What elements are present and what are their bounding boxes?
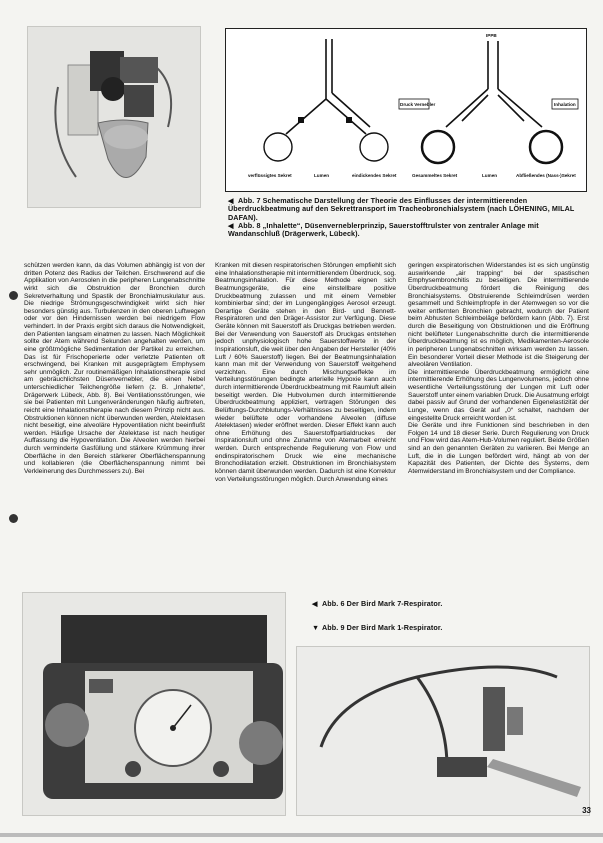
triangle-down-icon: ▼ [312,623,320,632]
caption-fig7-text: Abb. 7 Schematische Darstellung der Theorie des Einflusses der intermittierenden Überdruckbeatmung auf den Sekrettransport im Tracheobronchialsystem (nach LÖHENING, MILAL DAFAN). [228,196,575,222]
bird-mark7-photo [22,592,286,816]
triangle-left-icon: ◀ [228,196,234,205]
column-3-paragraph-2: Die intermittierende Überdruckbeatmung ermöglicht eine intermittierende Erhöhung des Lungenvolumens, jedoch ohne wesentliche Verteilungsstörung der Lungen mit Luft oder Sauerstoff unter einem variablen Druck. Die Ausatmung erfolgt dabei passiv auf Grund der vorhandenen Eigenelastizität der Lunge, wenn das Gerät auf „0“ schaltet, nachdem der eingestellte Druck erreicht worden ist. [408,368,589,422]
caption-fig6-text: Abb. 6 Der Bird Mark 7-Respirator. [322,599,443,608]
diagram-left-label-2: Lumen [314,173,330,178]
inhalette-photo [27,26,201,208]
diagram-left-label-1: verflüssigtes Sekret [248,173,292,178]
diagram-right-label-1: Gesammeltes Sekret [412,173,458,178]
column-2-text: Kranken mit diesen respiratorischen Störungen empfiehlt sich eine Inhalationstherapie mit intermittierendem Überdruck, sog. Beatmungsinhalation. Für diese Methode eignen sich Beatmungsgeräte, die eine einstellbare positive Druckbeatmung zulassen und mit einem Vernebler kombinierbar sind; der im Lungengängiges Aerosol erzeugt. Derartige Geräte stehen in den Bird- und Bennett-Respiratoren und den Dräger-Assistor zur Verfügung. Diese Geräte können mit Sauerstoff als Druckgas betrieben werden. Bei der Verwendung von Sauerstoff als Druckgas entstehen jedoch unphysiologisch hohe Sauerstoffwerte in der Inspirationsluft, die weit über den Angaben der Hersteller (40% Luft / 60% Sauerstoff) liegen. Bei der Beatmungsinhalation kann man mit der Verwendung von Sauerstoff weitgehend verzichten. Eine durch Mischungseffekte im Verteilungsstörungen bedingte arterielle Hypoxie kann auch durch intermittierende Überdruckbeatmung mit Raumluft allein beseitigt werden. Die Hubvolumen durch intermittierende Überdruckbeatmung appliziert, vertragen Störungen des Belüftungs-Durchblutungs-Verhältnisses zu beseitigen, indem wieder belüftete oder vorhandene Alveolen (diffuse Atelektasen) wieder eröffnet werden. Dieser Effekt kann auch ohne Erhöhung des Sauerstoffpartialdruckes der Inspirationsluft und ohne Zunahme von Atemarbeit erreicht werden. Durch entsprechende Regulierung von Flow und endinspiratorischem Druck wie eine mechanische Bronchodilatation erzielt. Obstruktionen im Bronchialsystem können damit überwunden werden. Dadurch ist eine Korrektur von Verteilungsstörungen möglich. Durch Anwendung eines [215,262,396,483]
text-column-2 [215,262,396,584]
caption-fig7 [228,197,588,222]
bird-mark1-photo [296,646,590,816]
caption-fig6 [312,600,592,608]
bird-mark7-illustration [23,593,285,815]
triangle-left-icon: ◀ [312,599,318,608]
diagram-box-right-label: Inhalation [554,102,576,107]
diagram-top-label: IPPB [486,33,497,38]
caption-fig9-text: Abb. 9 Der Bird Mark 1-Respirator. [322,623,443,632]
caption-fig9 [312,624,592,632]
inhalette-illustration [28,27,200,207]
bird-mark1-illustration [297,647,589,815]
page-number: 33 [582,806,591,815]
diagram-right-label-2: Lumen [482,173,498,178]
text-column-3 [408,262,589,584]
caption-fig8 [228,222,588,239]
column-3-paragraph-3: Die Geräte und ihre Funktionen sind beschrieben in den Folgen 14 und 18 dieser Serie. Durch Regulierung von Druck und Flow wird das Atem-Hub-Volumen reguliert. Beide Größen sind an den genannten Geräten zu variieren. Bei Menge an Luft, die in die Lungen befördert wird, hängt ab von der Kapazität des Patienten, der Dichte des Systems, dem Atemwiderstand im Bronchialsystem und der Compliance. [408,422,589,475]
triangle-left-icon: ◀ [228,221,234,230]
column-1-text: schützen werden kann, da das Volumen abhängig ist von der dritten Potenz des Radius der Teilchen. Erschwerend auf die Applikation von Aerosolen in die peripheren Lungenabschnitte wirkt sich die Obstruktion der Bronchien durch Sekretverhaltung und Spastik der Bronchialmuskulatur aus. Die niedrige Strömungsgeschwindigkeit wirkt sich hier besonders günstig aus. Turbulenzen in den oberen Luftwegen oder vor den Hindernissen werden bei niedrigem Flow verhindert. In der Praxis ergibt sich daraus die Notwendigkeit, den Patienten langsam einatmen zu lassen. Nach Möglichkeit sollte der Atem während Sekunden angehalten werden, um eine größtmögliche Sedimentation der Partikel zu erreichen. Das ist für Frischoperierte oder verletzte Patienten oft erschwingend, bei Kranken mit ausgeprägtem Emphysem sehr unmöglich. Zur routinemäßigen Inhalationstherapie sind am gebräuchlichsten Düsenvernebler, die einen Nebel unterschiedlicher Teilchengröße liefern (z. B. „Inhalette“, Drägerwerk Lübeck, Abb. 8). Bei Ventilationsstörungen, wie sie bei Patienten mit Lungenveränderungen häufig auftreten, reicht eine Inhalationstherapie nach diesem Prinzip nicht aus. Obstruktionen können nicht überwunden werden, Atelektasen nicht beseitigt, eine alveoläre Hypoventilation nicht beeinflußt werden. Häufige Ursache der Atelektase ist nach heutiger Auffassung die Hypoventilation. Die Alveolen werden hierbei durch verminderte Gasfüllung und stärkere Krümmung ihrer Oberfläche in den Bereich stärkerer Oberflächenspannung und kollabieren (die Oberflächenspannung nimmt bei Verkleinerung des Durchmessers zu). Bei [24,262,205,475]
diagram-left-label-3: eindickendes Sekret [352,173,397,178]
bullet-marker [9,514,18,523]
diagram-box-left-label: Druck Vernebler [400,102,436,107]
bullet-marker [9,291,18,300]
sputum-transport-diagram [225,28,587,192]
diagram-graphic [226,29,586,191]
diagram-right-label-3: Abfließendes (Nass-)Sekret [516,173,576,178]
caption-fig8-text: Abb. 8 „Inhalette“, Düsenverneblerprinzip, Sauerstofftrulster von zentraler Anlage mit Wandanschluß (Drägerwerk, Lübeck). [228,221,539,239]
text-column-1 [24,262,205,584]
page-bottom-edge [0,833,603,837]
column-3-paragraph-1: geringen exspiratorischen Widerstandes ist es sich ungünstig auswirkende „air trapping“ bei der spastischen Emphysembronchitis zu beseitigen. Die intermittierende Überdruckbeatmung fördert die Reinigung des Bronchialsystems. Obstruierende Schleimdrüsen werden gesammelt und Schleimpfropfe in der Atemwegen so vor die weiter entfernten Bronchien gebracht, wodurch der Patient beim Abhusten Schleimbeläge befördern kann (Abb. 7). Erst durch die Beseitigung von Obstruktionen und die Eröffnung nicht belüfteter Lungenabschnitte durch die intermittierende Überdruckbeatmung ist es möglich, Medikamenten-Aerosole in peripheren Lungenabschnitten wirksam werden zu lassen. Ein besonderer Vorteil dieser Methode ist die Steigerung der alveolären Ventilation. [408,262,589,369]
